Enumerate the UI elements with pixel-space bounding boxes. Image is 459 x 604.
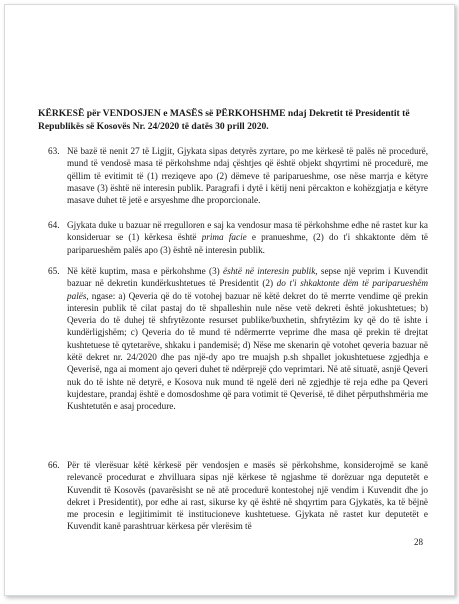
paragraph-segment: Për të vlerësuar këtë kërkesë për vendosjen e masës së përkohshme, konsiderojmë se kanë relevancë procedurat e zhvilluara sipas një kërkese të ngjashme të dorëzuar nga deputetët e Kuvendit të Kosovës (pavarësisht se në atë procedurë kontestohej një vendim i Kuvendit dhe jo dekret i Presidentit), por edhe ai rast, sikurse ky që është në shqyrtim para Gjykatës, ka të bëjnë me procesin e legjitimimit të institucioneve kushtetuese. Gjykata në rastet kur deputetët e Kuvendit kanë parashtruar kërkesa për vlerësim të: [67, 460, 428, 532]
paragraph-segment: Në bazë të nenit 27 të Ligjit, Gjykata sipas detyrës zyrtare, po me kërkesë të palës në procedurë, mund të vendosë masa të përkohshme ndaj çështjes që është objekt shqyrtimi në procedurë, me qëllim të evitimit të (1) rreziqeve apo (2) dëmeve të pariparueshme, ose nëse marrja e këtyre masave (3) është në interesin publik. Paragrafi i dytë i këtij neni përcakton e kohëzgjatja e këtyre masave duhet të jetë e arsyeshme dhe proporcionale.: [67, 146, 428, 206]
paragraph-segment-italic: është në interesin publik: [223, 266, 316, 276]
paragraph-text: [67, 219, 428, 256]
paragraph-text: [67, 265, 428, 413]
paragraph-number: 66.: [48, 460, 60, 470]
paragraph-63: [48, 145, 428, 206]
paragraph-text: [67, 459, 428, 533]
paragraph-segment: , sepse një veprim i Kuvendit bazuar në dekretin kundërkushtetues të Presidentit (2): [67, 266, 428, 289]
document-page: [4, 4, 455, 596]
paragraph-segment: Gjykata duke u bazuar në rregulloren e saj ka vendosur masa të përkohshme edhe në rastet kur ka konsideruar se (1) kërkesa është: [67, 220, 428, 243]
paragraph-66: [48, 459, 428, 533]
paragraph-segment-italic: prima facie: [201, 232, 247, 243]
paragraph-segment-italic: do t'i shkaktonte dëm të pariparueshëm palës: [67, 278, 428, 301]
paragraph-64: [48, 219, 428, 256]
paragraph-65: [48, 265, 428, 413]
paragraph-number: 65.: [48, 266, 60, 276]
paragraph-segment: Në këtë kuptim, masa e përkohshme (3): [67, 266, 224, 276]
paragraph-number: 64.: [48, 220, 60, 230]
page-number: 28: [414, 537, 423, 547]
paragraph-segment: e pranueshme, (2) do t'i shkaktonte dëm të pariparueshëm palës apo (3) është në interesin publik.: [67, 232, 428, 255]
document-title: KËRKESË për VENDOSJEN e MASËS së PËRKOHSHME ndaj Dekretit të Presidentit të Republikës së Kosovës Nr. 24/2020 të datës 30 prill 2020.: [38, 108, 410, 132]
paragraph-text: [67, 145, 428, 206]
paragraph-segment: , ngase: a) Qeveria që do të votohej bazuar në këtë dekret do të merrte vendime që prekin interesin publik të cilat pastaj do të shpalleshin nule nëse vetë dekreti është jokushtetues; b) Qeveria do të duhej të shfrytëzonte resurset publike/buxhetin, shfrytëzim ky që do të ishte i kundërligjshëm; c) Qeveria do të mund të ndërmerrte veprime dhe masa që prekin të drejtat kushtetuese të qytetarëve, shkaku i pandemisë; d) Nëse me skenarin që votohet qeveria bazuar në këtë dekret nr. 24/2020 dhe pas një-dy apo tre muajsh p.sh shpallet jokushtetuese zgjedhja e Qeverisë, nga ai moment ajo qeveri duhet të ndërprejë çdo veprimtari. Në atë situatë, asnjë Qeveri nuk do të ishte në detyrë, e Kosova nuk mund të ngelë deri në zgjedhje të reja edhe pa Qeveri kujdestare, prandaj është e domosdoshme që para votimit të Qeverisë, të dihet përputhshmëria me Kushtetutën e asaj procedure.: [67, 290, 428, 412]
paragraph-number: 63.: [48, 146, 60, 156]
